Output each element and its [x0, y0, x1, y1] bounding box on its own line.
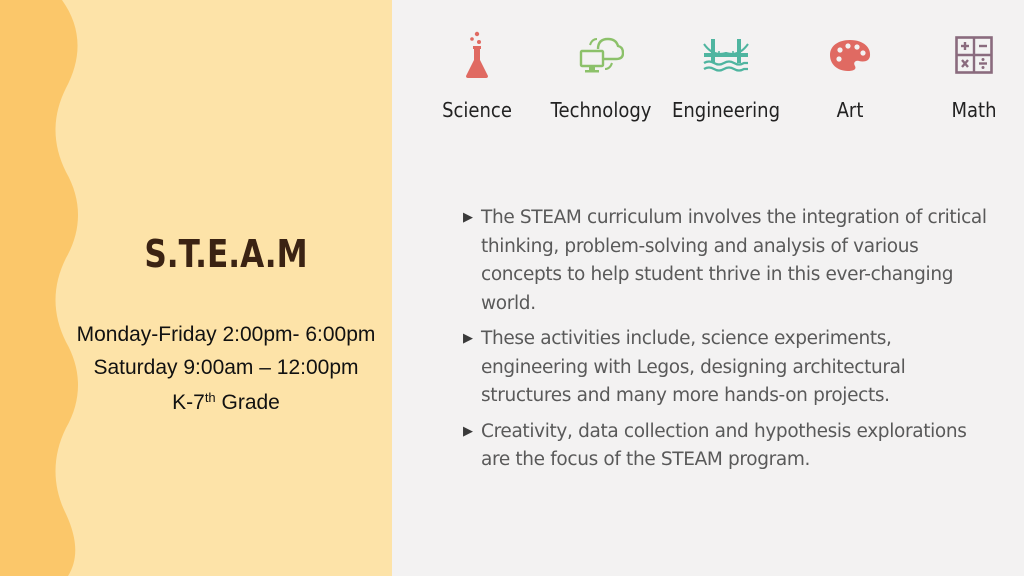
subject-label-technology: Technology: [550, 98, 652, 122]
schedule-saturday: Saturday 9:00am – 12:00pm: [93, 356, 359, 379]
bullet-item: [463, 418, 993, 475]
page-title: S.T.E.A.M: [144, 232, 308, 276]
grade-superscript: th: [204, 390, 216, 405]
subject-label-art: Art: [836, 98, 864, 122]
subject-art: [790, 30, 910, 122]
subject-engineering: [666, 30, 786, 122]
bullet-text: The STEAM curriculum involves the integration of critical thinking, problem-solving and analysis of various concepts to help student thrive in this ever-changing world.: [481, 207, 987, 314]
schedule-weekdays: Monday-Friday 2:00pm- 6:00pm: [76, 323, 376, 346]
bullet-text: Creativity, data collection and hypothesis explorations are the focus of the STEAM program.: [481, 420, 967, 470]
grade-suffix: Grade: [215, 391, 280, 414]
subject-science: [417, 30, 537, 122]
cloud-computer-icon: [541, 30, 661, 80]
subject-label-engineering: Engineering: [672, 98, 780, 122]
triangle-bullet-icon: ▶: [463, 210, 473, 225]
flask-icon: [417, 30, 537, 80]
paint-palette-icon: [790, 30, 910, 80]
subject-math: [914, 30, 1024, 122]
bullet-item: [463, 325, 993, 411]
subject-label-science: Science: [442, 98, 512, 122]
wave-decoration: [0, 0, 90, 576]
bullet-text: These activities include, science experiments, engineering with Legos, designing architectural structures and many more hands-on projects.: [481, 328, 906, 406]
bullet-item: [463, 204, 993, 318]
bridge-icon: [666, 30, 786, 80]
left-panel: [0, 0, 392, 576]
bullet-list: [463, 204, 993, 482]
subject-technology: [541, 30, 661, 122]
grade-prefix: K-7: [172, 391, 205, 414]
subject-label-math: Math: [951, 98, 997, 122]
grade-range: [60, 391, 392, 415]
triangle-bullet-icon: ▶: [463, 423, 473, 439]
triangle-bullet-icon: ▶: [463, 331, 473, 346]
calculator-icon: [914, 30, 1024, 80]
